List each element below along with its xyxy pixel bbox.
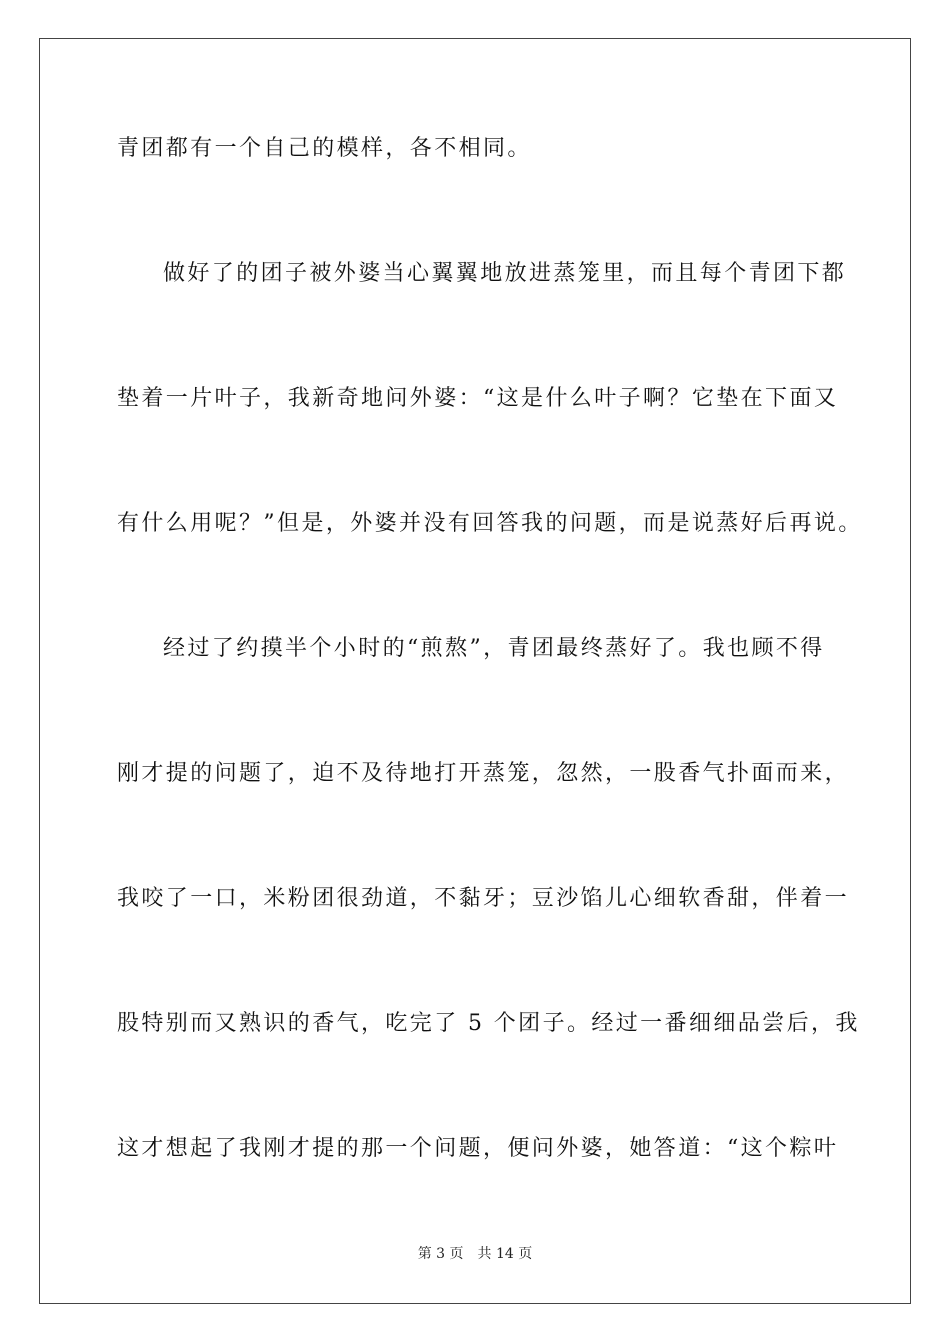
- body-text-line: 刚才提的问题了，迫不及待地打开蒸笼，忽然，一股香气扑面而来，: [117, 761, 850, 786]
- page-footer: [0, 1244, 950, 1264]
- paragraph-first-line: 做好了的团子被外婆当心翼翼地放进蒸笼里，而且每个青团下都: [163, 261, 847, 286]
- body-text-line: 这才想起了我刚才提的那一个问题，便问外婆，她答道：“这个粽叶: [117, 1136, 839, 1161]
- page-total: 共 14 页: [477, 1246, 533, 1262]
- body-text-line: 青团都有一个自己的模样，各不相同。: [117, 136, 532, 161]
- page-number: 第 3 页: [417, 1246, 464, 1262]
- body-text-line: 垫着一片叶子，我新奇地问外婆：“这是什么叶子啊？它垫在下面又: [117, 386, 839, 411]
- body-text-line: 股特别而又熟识的香气，吃完了 5 个团子。经过一番细细品尝后，我: [117, 1011, 860, 1036]
- body-text-line: 我咬了一口，米粉团很劲道，不黏牙；豆沙馅儿心细软香甜，伴着一: [117, 886, 850, 911]
- body-text-line: 有什么用呢？”但是，外婆并没有回答我的问题，而是说蒸好后再说。: [117, 511, 863, 536]
- page-frame: [39, 38, 911, 1304]
- paragraph-first-line: 经过了约摸半个小时的“煎熬”，青团最终蒸好了。我也顾不得: [163, 636, 825, 661]
